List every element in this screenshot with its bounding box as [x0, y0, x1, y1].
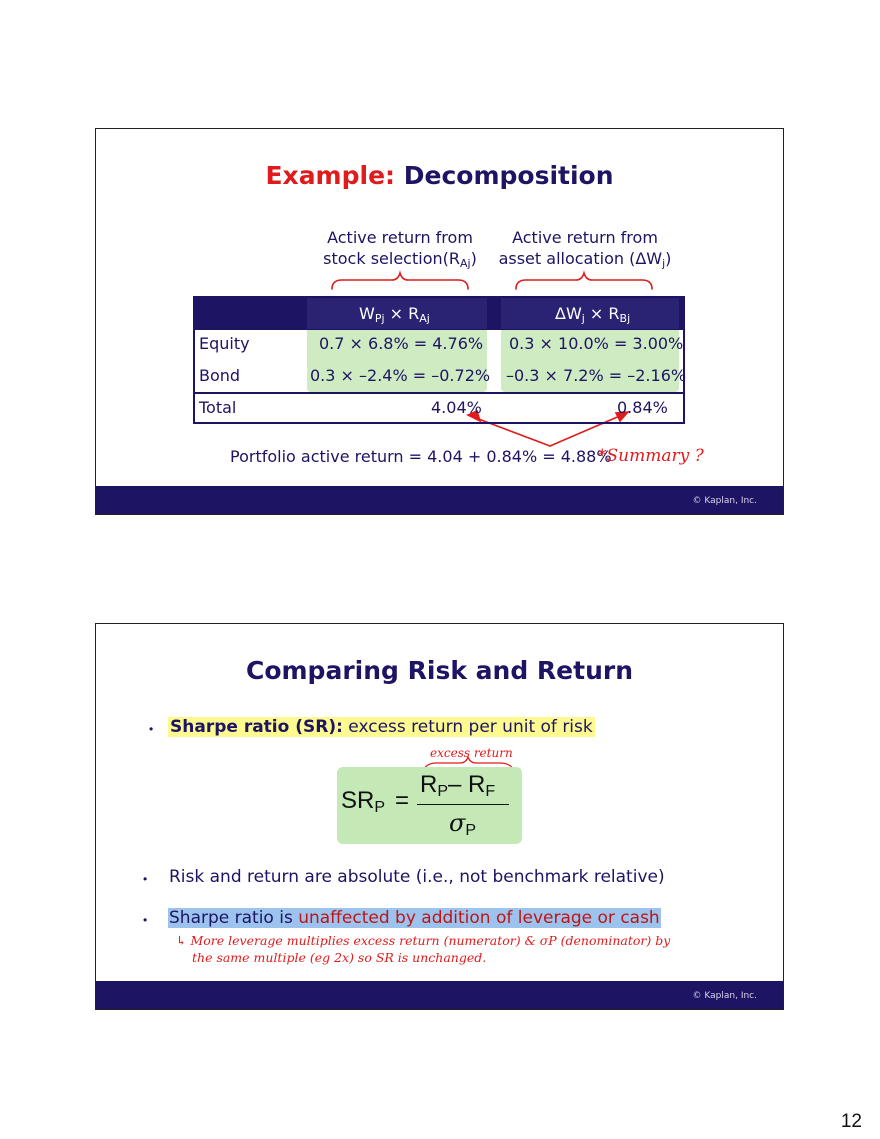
label-left-close: ): [470, 249, 477, 268]
label-left-line1: Active return from: [327, 228, 473, 247]
copyright: © Kaplan, Inc.: [692, 496, 757, 506]
header-right: [555, 304, 630, 325]
label-right-sub: j: [662, 257, 666, 270]
rp-sub: P: [437, 783, 449, 800]
sr-symbol: SR: [341, 787, 375, 814]
sharpe-definition: excess return per unit of risk: [342, 717, 593, 737]
hdr-right-r: × R: [589, 304, 620, 323]
title-main: Decomposition: [403, 161, 614, 190]
label-left-sub: Aj: [459, 257, 471, 270]
portfolio-active-return: Portfolio active return = 4.04 + 0.84% = 4.88%: [230, 447, 612, 466]
leverage-text-blue: Sharpe ratio is: [169, 908, 299, 928]
rp-symbol: R: [420, 771, 438, 798]
footer-bar: [96, 486, 783, 514]
handwritten-note-line1: ↳ More leverage multiplies excess return (numerator) & σP (denominator) by: [176, 933, 671, 948]
rf-sub: F: [485, 783, 496, 800]
row-equity-left: 0.7 × 6.8% = 4.76%: [319, 334, 484, 353]
sigma-sub: P: [465, 822, 477, 839]
bullet-leverage: [168, 908, 661, 928]
bullet-dot: •: [149, 722, 154, 736]
row-bond-left: 0.3 × –2.4% = –0.72%: [310, 366, 491, 385]
slide-decomposition: [95, 128, 784, 515]
title-prefix: Example:: [265, 161, 396, 190]
total-left: 4.04%: [431, 398, 482, 417]
hdr-left-r: × R: [389, 304, 420, 323]
bullet-absolute: Risk and return are absolute (i.e., not benchmark relative): [169, 867, 665, 887]
formula-fraction-bar: [417, 804, 509, 805]
hdr-left-w: W: [359, 304, 375, 323]
row-bond-right: –0.3 × 7.2% = –2.16%: [506, 366, 687, 385]
label-right-text: asset allocation (ΔW: [498, 249, 663, 268]
brace-right: [516, 273, 652, 289]
sharpe-label: Sharpe ratio (SR):: [170, 717, 343, 737]
annotation-excess-return: excess return: [430, 746, 513, 760]
hdr-left-w-sub: Pj: [374, 312, 385, 325]
label-right-line1: Active return from: [512, 228, 658, 247]
row-label-equity: Equity: [199, 334, 250, 353]
row-label-bond: Bond: [199, 366, 241, 385]
hdr-right-r-sub: Bj: [619, 312, 631, 325]
hdr-left-r-sub: Aj: [419, 312, 430, 325]
minus-rf: – R: [448, 771, 486, 798]
copyright: © Kaplan, Inc.: [692, 991, 757, 1001]
handwritten-note-line2: the same multiple (eg 2x) so SR is unchanged.: [192, 950, 487, 965]
hdr-right-w-sub: j: [581, 312, 585, 325]
row-divider-total: [195, 392, 683, 394]
label-left-text: stock selection(R: [323, 249, 460, 268]
formula-sr: [341, 787, 385, 817]
slide-risk-return: [95, 623, 784, 1010]
bullet-dot: •: [143, 913, 148, 927]
row-divider-top: [195, 329, 683, 330]
page-number: 12: [840, 1111, 862, 1132]
bullet-dot: •: [143, 872, 148, 886]
row-label-total: Total: [199, 398, 237, 417]
hdr-right-w: ΔW: [555, 304, 582, 323]
slide-title: Comparing Risk and Return: [245, 656, 633, 685]
decomposition-table: [193, 296, 685, 424]
leverage-text-red: unaffected by addition of leverage or cash: [298, 908, 660, 928]
brace-left: [332, 273, 468, 289]
footer-bar: [96, 981, 783, 1009]
sigma-symbol: σ: [449, 809, 466, 837]
sharpe-formula-box: [337, 767, 522, 844]
total-right: 0.84%: [617, 398, 668, 417]
formula-denominator: [449, 809, 476, 840]
header-left: [359, 304, 430, 325]
formula-equals: =: [395, 787, 410, 814]
label-right-close: ): [665, 249, 672, 268]
row-equity-right: 0.3 × 10.0% = 3.00%: [509, 334, 684, 353]
sr-sub: P: [374, 799, 386, 816]
annotation-summary: *Summary ?: [598, 446, 704, 466]
formula-numerator: [420, 771, 495, 801]
